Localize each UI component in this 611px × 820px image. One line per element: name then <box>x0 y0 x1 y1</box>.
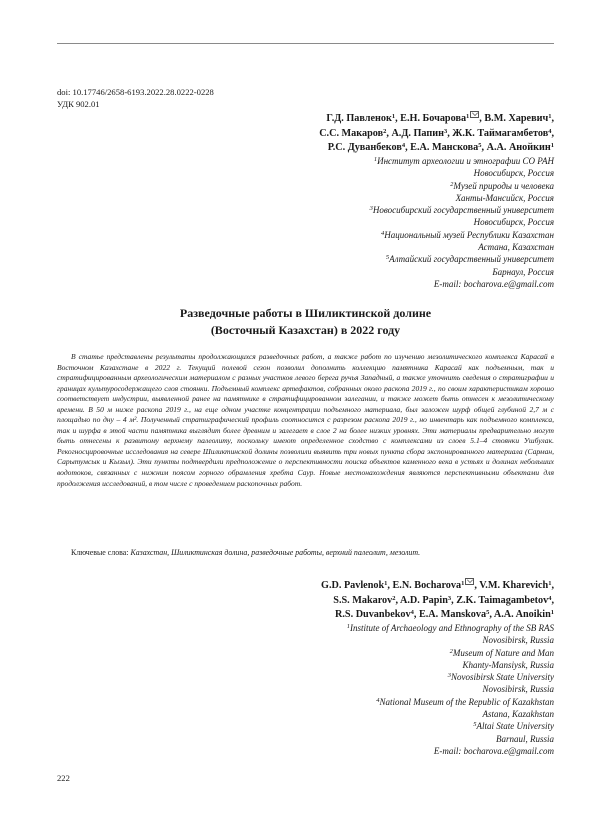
affiliation-line <box>370 192 554 204</box>
affiliation-line <box>347 647 554 659</box>
affiliation-line <box>370 180 554 192</box>
udc: УДК 902.01 <box>57 99 100 109</box>
affiliation-text: Музей природы и человека <box>453 180 554 191</box>
author-affiliation-number: 1 <box>384 580 388 587</box>
affiliation-line <box>370 155 554 167</box>
author-name: Е.А. Манскова <box>410 142 479 153</box>
author-affiliation-number: 5 <box>486 609 490 616</box>
affiliation-number: 4 <box>376 696 380 704</box>
author-affiliation-number: 2 <box>392 594 396 602</box>
affiliation-text: Новосибирский государственный университет <box>372 205 554 216</box>
author-line: S.S. Makarov$^2$, A.D. Papin$^3$, Z.K. Taimagambetov$^4$, <box>333 594 554 606</box>
affiliation-line <box>347 683 554 695</box>
affiliation-number: 2 <box>449 647 453 655</box>
title-line-2: (Восточный Казахстан) в 2022 году <box>210 322 401 337</box>
author-name: R.S. Duvanbekov <box>335 609 411 620</box>
abstract: В статье представлены результаты продолжающихся разведочных работ, а также работ по изучению мезолитического комплекса Карасай в Восточном Казахстане в 2022 г. Текущий полевой сезон позволил дополнить коллекцию памятника Карасай как подъемным, так и стратифицированным археологическим материалом с разных участков левого берега ручья Западный, а также уточнить сведения о стратиграфии и границах культуросодержащего слоя стоянки. Подъемный комплекс артефактов, собранных около раскопа 2019 г., по своим характеристикам хорошо соответствует индустрии, выявленной ранее на памятнике в стратифицированном залегании, и также может быть отнесен к мезолитическому времени. В 50 м ниже раскопа 2019 г., на еще одном участке концентрации подъемного материала, был заложен шурф общей глубиной 2,7 м с площадью по дну – 4 м². Полученный стратиграфический профиль соотносится с разрезом раскопа 2019 г., но инвентарь как подъемного комплекса, так и шурфа в этой части памятника выглядит более древним и залегает в слое 2 на более низких уровнях. Эти материалы предварительно могут быть отнесены к развитому верхнему палеолиту, поскольку имеют определенное сходство с комплексами из слоев 5.1–4 стоянки Ушбулак. Рекогносцировочные исследования на севере Шиликтинской долины позволили выявить три новых пункта сбора экспонированного материала (Сарман, Сарытумсык и Кызыл). Эти пункты подтвердили предположение о перспективности поиска объектов каменного века в устьях и долинах небольших водотоков, связанных с нижним поясом горного обрамления хребта Саур. Новые местонахождения являются перспективными объектами для продолжения исследований, в том числе с проведением раскопочных работ. <box>57 352 554 488</box>
envelope-icon <box>465 578 474 585</box>
envelope-icon <box>470 111 479 118</box>
author-line: С.С. Макаров$^2$, А.Д. Папин$^3$, Ж.К. Таймагамбетов$^4$, <box>319 127 554 139</box>
author-affiliation-number: 1 <box>548 113 552 120</box>
author-name: A.A. Anoikin <box>493 609 551 620</box>
affiliation-line <box>347 720 554 732</box>
author-affiliation-number: 1 <box>461 580 465 587</box>
author-name: А.Д. Папин <box>391 127 444 139</box>
affiliation-line <box>347 708 554 720</box>
affiliations-en <box>347 622 554 757</box>
author-affiliation-number: 3 <box>447 594 452 602</box>
author-name: E.A. Manskova <box>418 609 487 620</box>
author-name: С.С. Макаров <box>319 127 384 139</box>
affiliation-line <box>347 733 554 745</box>
affiliation-number: 5 <box>473 721 477 729</box>
author-affiliation-number: 1 <box>550 609 554 616</box>
keywords-text: Казахстан, Шиликтинская долина, разведочные работы, верхний палеолит, мезолит. <box>130 548 421 557</box>
author-name: Г.Д. Павленок <box>326 113 392 124</box>
title-line-1: Разведочные работы в Шиликтинской долине <box>179 306 432 320</box>
author-affiliation-number: 5 <box>478 142 482 149</box>
author-affiliation-number: 1 <box>548 580 552 587</box>
affiliation-text: Алтайский государственный университет <box>389 254 554 265</box>
affiliation-text: Barnaul, Russia <box>495 733 554 744</box>
author-name: V.M. Kharevich <box>479 580 549 591</box>
author-affiliation-number: 1 <box>391 113 396 120</box>
affiliation-number: 1 <box>346 623 351 630</box>
author-affiliation-number: 4 <box>548 594 552 602</box>
affiliation-number: 3 <box>447 672 451 680</box>
affiliation-number: 2 <box>450 180 454 188</box>
author-affiliation-number: 3 <box>443 127 448 135</box>
author-line: G.D. Pavlenok$^1$, E.N. Bocharova$^1$ , V.M. Kharevich$^1$, <box>321 580 554 591</box>
affiliation-text: Novosibirsk, Russia <box>482 635 554 646</box>
affiliation-text: Khanty-Mansiysk, Russia <box>462 659 554 670</box>
affiliation-line <box>370 167 554 179</box>
affiliation-line <box>347 622 554 634</box>
author-name: S.S. Makarov <box>333 594 393 606</box>
author-name: A.D. Papin <box>400 594 448 606</box>
affiliation-text: Novosibirsk State University <box>451 672 554 683</box>
affiliation-line <box>370 253 554 265</box>
author-affiliation-number: 4 <box>401 142 406 149</box>
affiliation-number: 1 <box>373 156 378 163</box>
author-affiliation-number: 2 <box>383 127 387 135</box>
affiliation-line <box>347 696 554 708</box>
author-line: Р.С. Дуванбеков$^4$, Е.А. Манскова$^5$, А.А. Анойкин$^1$ <box>327 142 554 153</box>
author-name: G.D. Pavlenok <box>321 580 385 591</box>
affiliation-text: Altai State University <box>476 721 554 732</box>
author-affiliation-number: 4 <box>410 609 414 616</box>
affiliation-text: Novosibirsk, Russia <box>482 684 554 695</box>
author-name: E.N. Bocharova <box>392 580 462 591</box>
affiliation-text: E-mail: bocharova.e@gmail.com <box>433 745 554 756</box>
paper-title <box>57 305 554 338</box>
affiliation-line <box>370 204 554 216</box>
affiliation-text: Новосибирск, Россия <box>473 217 554 228</box>
affiliation-number: 4 <box>381 229 385 237</box>
author-affiliation-number: 4 <box>548 127 552 135</box>
author-name: Z.K. Taimagambetov <box>456 594 549 606</box>
affiliation-text: Institute of Archaeology and Ethnography of the SB RAS <box>350 623 554 633</box>
affiliation-line <box>370 266 554 278</box>
doi: doi: 10.17746/2658-6193.2022.28.0222-0228 <box>57 87 214 97</box>
affiliation-line <box>370 216 554 228</box>
keywords-label: Ключевые слова: <box>71 548 129 557</box>
affiliation-text: Барнаул, Россия <box>492 266 554 277</box>
affiliation-number: 5 <box>385 254 390 262</box>
affiliation-text: National Museum of the Republic of Kazakhstan <box>379 696 554 707</box>
author-line: R.S. Duvanbekov$^4$, E.A. Manskova$^5$, A.A. Anoikin$^1$ <box>335 609 554 620</box>
affiliation-text: Astana, Kazakhstan <box>482 709 554 720</box>
header-rule <box>57 43 554 44</box>
affiliation-line <box>347 745 554 757</box>
affiliation-line <box>347 671 554 683</box>
affiliation-text: Ханты-Мансийск, Россия <box>455 192 554 203</box>
author-name: Е.Н. Бочарова <box>400 113 467 124</box>
affiliation-text: Институт археологии и этнографии СО РАН <box>377 156 554 166</box>
author-name: Ж.К. Таймагамбетов <box>452 127 549 139</box>
affiliations-ru <box>370 155 554 290</box>
affiliation-text: Новосибирск, Россия <box>473 168 554 179</box>
keywords <box>71 548 420 558</box>
author-name: А.А. Анойкин <box>486 142 551 153</box>
affiliation-number: 3 <box>369 205 373 213</box>
author-affiliation-number: 1 <box>550 142 554 149</box>
page-number: 222 <box>57 773 70 783</box>
affiliation-line <box>347 659 554 671</box>
affiliation-text: E-mail: bocharova.e@gmail.com <box>433 278 554 289</box>
affiliation-line <box>347 634 554 646</box>
affiliation-text: Астана, Казахстан <box>478 242 554 253</box>
author-affiliation-number: 1 <box>466 113 470 120</box>
authors-en <box>321 578 554 623</box>
authors-ru <box>319 111 554 156</box>
affiliation-line <box>370 241 554 253</box>
affiliation-text: Museum of Nature and Man <box>452 647 554 658</box>
affiliation-line <box>370 278 554 290</box>
affiliation-text: Национальный музей Республики Казахстан <box>384 229 554 240</box>
author-name: В.М. Харевич <box>484 113 549 124</box>
affiliation-line <box>370 229 554 241</box>
author-name: Р.С. Дуванбеков <box>327 142 402 153</box>
author-line: Г.Д. Павленок$^1$, Е.Н. Бочарова$^1$ , В.М. Харевич$^1$, <box>326 113 554 124</box>
